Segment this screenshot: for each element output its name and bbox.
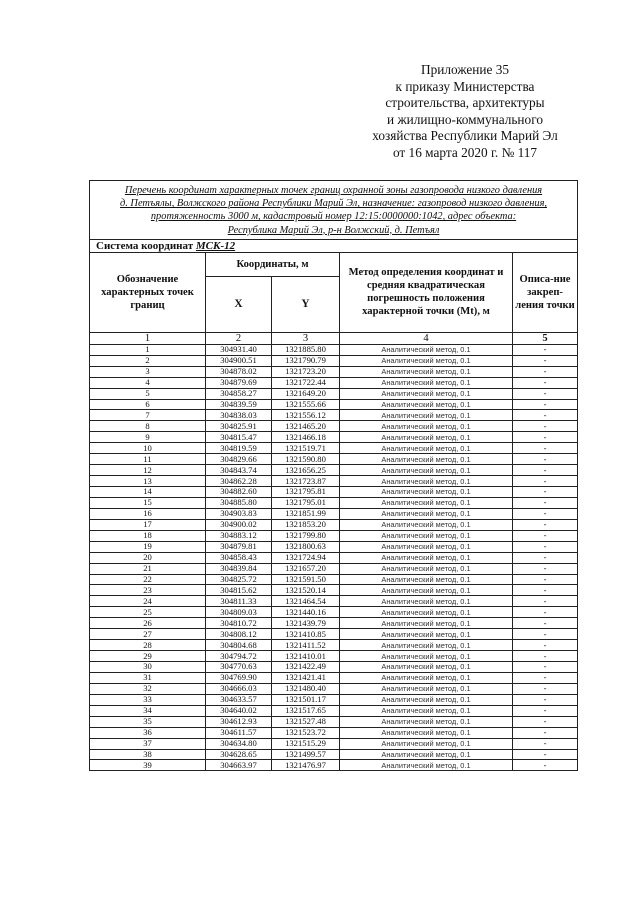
point-number-cell: 27 — [90, 629, 206, 640]
point-number-cell: 13 — [90, 476, 206, 487]
x-coordinate-cell: 304829.66 — [206, 454, 272, 465]
method-cell: Аналитический метод, 0.1 — [340, 476, 513, 487]
method-cell: Аналитический метод, 0.1 — [340, 421, 513, 432]
table-row — [90, 563, 578, 574]
point-number-cell: 5 — [90, 388, 206, 399]
x-coordinate-cell: 304612.93 — [206, 716, 272, 727]
point-number-cell: 35 — [90, 716, 206, 727]
fixing-description-cell: - — [513, 530, 578, 541]
description-line: Республика Марий Эл, р-н Волжский, д. Петъял — [227, 224, 440, 236]
point-number-cell: 20 — [90, 552, 206, 563]
point-number-cell: 10 — [90, 443, 206, 454]
table-row — [90, 640, 578, 651]
fixing-description-cell: - — [513, 662, 578, 673]
x-coordinate-cell: 304839.59 — [206, 399, 272, 410]
y-coordinate-cell: 1321790.79 — [272, 355, 340, 366]
fixing-description-cell: - — [513, 399, 578, 410]
y-coordinate-cell: 1321519.71 — [272, 443, 340, 454]
table-row — [90, 716, 578, 727]
method-cell: Аналитический метод, 0.1 — [340, 618, 513, 629]
x-coordinate-cell: 304815.62 — [206, 585, 272, 596]
table-row — [90, 629, 578, 640]
fixing-description-cell: - — [513, 618, 578, 629]
method-cell: Аналитический метод, 0.1 — [340, 519, 513, 530]
y-coordinate-cell: 1321421.41 — [272, 672, 340, 683]
y-coordinate-cell: 1321523.72 — [272, 727, 340, 738]
x-coordinate-cell: 304634.80 — [206, 738, 272, 749]
table-row — [90, 694, 578, 705]
y-coordinate-cell: 1321422.49 — [272, 662, 340, 673]
y-coordinate-cell: 1321515.29 — [272, 738, 340, 749]
fixing-description-cell: - — [513, 388, 578, 399]
header-coords: Координаты, м — [206, 252, 340, 276]
fixing-description-cell: - — [513, 476, 578, 487]
fixing-description-cell: - — [513, 497, 578, 508]
point-number-cell: 14 — [90, 487, 206, 498]
fixing-description-cell: - — [513, 432, 578, 443]
x-coordinate-cell: 304900.51 — [206, 355, 272, 366]
x-coordinate-cell: 304769.90 — [206, 672, 272, 683]
point-number-cell: 38 — [90, 749, 206, 760]
fixing-description-cell: - — [513, 738, 578, 749]
point-number-cell: 32 — [90, 683, 206, 694]
y-coordinate-cell: 1321410.85 — [272, 629, 340, 640]
method-cell: Аналитический метод, 0.1 — [340, 727, 513, 738]
x-coordinate-cell: 304883.12 — [206, 530, 272, 541]
point-number-cell: 3 — [90, 366, 206, 377]
fixing-description-cell: - — [513, 421, 578, 432]
table-row — [90, 377, 578, 388]
method-cell: Аналитический метод, 0.1 — [340, 432, 513, 443]
x-coordinate-cell: 304666.03 — [206, 683, 272, 694]
y-coordinate-cell: 1321591.50 — [272, 574, 340, 585]
fixing-description-cell: - — [513, 727, 578, 738]
fixing-description-cell: - — [513, 629, 578, 640]
method-cell: Аналитический метод, 0.1 — [340, 454, 513, 465]
method-cell: Аналитический метод, 0.1 — [340, 749, 513, 760]
x-coordinate-cell: 304862.28 — [206, 476, 272, 487]
fixing-description-cell: - — [513, 585, 578, 596]
x-coordinate-cell: 304825.91 — [206, 421, 272, 432]
fixing-description-cell: - — [513, 454, 578, 465]
table-description — [90, 181, 578, 240]
table-row — [90, 552, 578, 563]
method-cell: Аналитический метод, 0.1 — [340, 388, 513, 399]
coordinates-table — [89, 180, 578, 771]
table-row — [90, 519, 578, 530]
method-cell: Аналитический метод, 0.1 — [340, 399, 513, 410]
point-number-cell: 16 — [90, 508, 206, 519]
column-index: 3 — [272, 332, 340, 344]
table-row — [90, 432, 578, 443]
x-coordinate-cell: 304879.69 — [206, 377, 272, 388]
appendix-line: Приложение 35 — [421, 62, 509, 77]
table-row — [90, 443, 578, 454]
fixing-description-cell: - — [513, 760, 578, 771]
point-number-cell: 9 — [90, 432, 206, 443]
method-cell: Аналитический метод, 0.1 — [340, 672, 513, 683]
point-number-cell: 11 — [90, 454, 206, 465]
x-coordinate-cell: 304628.65 — [206, 749, 272, 760]
point-number-cell: 26 — [90, 618, 206, 629]
method-cell: Аналитический метод, 0.1 — [340, 552, 513, 563]
x-coordinate-cell: 304838.03 — [206, 410, 272, 421]
y-coordinate-cell: 1321795.01 — [272, 497, 340, 508]
table-row — [90, 585, 578, 596]
table-row — [90, 454, 578, 465]
method-cell: Аналитический метод, 0.1 — [340, 716, 513, 727]
fixing-description-cell: - — [513, 355, 578, 366]
fixing-description-cell: - — [513, 563, 578, 574]
table-row — [90, 487, 578, 498]
y-coordinate-cell: 1321657.20 — [272, 563, 340, 574]
fixing-description-cell: - — [513, 683, 578, 694]
point-number-cell: 7 — [90, 410, 206, 421]
fixing-description-cell: - — [513, 749, 578, 760]
x-coordinate-cell: 304843.74 — [206, 465, 272, 476]
appendix-header — [330, 62, 600, 162]
column-index-row — [90, 332, 578, 344]
point-number-cell: 19 — [90, 541, 206, 552]
method-cell: Аналитический метод, 0.1 — [340, 585, 513, 596]
coordinate-system — [90, 239, 578, 252]
table-row — [90, 727, 578, 738]
table-row — [90, 399, 578, 410]
y-coordinate-cell: 1321499.57 — [272, 749, 340, 760]
x-coordinate-cell: 304809.03 — [206, 607, 272, 618]
table-row — [90, 607, 578, 618]
table-row — [90, 508, 578, 519]
method-cell: Аналитический метод, 0.1 — [340, 662, 513, 673]
table-row — [90, 497, 578, 508]
x-coordinate-cell: 304882.60 — [206, 487, 272, 498]
table-row — [90, 662, 578, 673]
x-coordinate-cell: 304858.43 — [206, 552, 272, 563]
table-row — [90, 421, 578, 432]
method-cell: Аналитический метод, 0.1 — [340, 629, 513, 640]
method-cell: Аналитический метод, 0.1 — [340, 640, 513, 651]
coordinate-system-name: МСК-12 — [195, 239, 236, 252]
fixing-description-cell: - — [513, 487, 578, 498]
method-cell: Аналитический метод, 0.1 — [340, 443, 513, 454]
description-line: Перечень координат характерных точек границ охранной зоны газопровода низкого давления — [124, 185, 543, 196]
point-number-cell: 1 — [90, 344, 206, 355]
method-cell: Аналитический метод, 0.1 — [340, 530, 513, 541]
method-cell: Аналитический метод, 0.1 — [340, 541, 513, 552]
y-coordinate-cell: 1321590.80 — [272, 454, 340, 465]
fixing-description-cell: - — [513, 377, 578, 388]
table-row — [90, 683, 578, 694]
point-number-cell: 15 — [90, 497, 206, 508]
table-row — [90, 410, 578, 421]
x-coordinate-cell: 304878.02 — [206, 366, 272, 377]
method-cell: Аналитический метод, 0.1 — [340, 705, 513, 716]
y-coordinate-cell: 1321723.20 — [272, 366, 340, 377]
x-coordinate-cell: 304903.83 — [206, 508, 272, 519]
y-coordinate-cell: 1321723.87 — [272, 476, 340, 487]
y-coordinate-cell: 1321466.18 — [272, 432, 340, 443]
point-number-cell: 33 — [90, 694, 206, 705]
y-coordinate-cell: 1321527.48 — [272, 716, 340, 727]
x-coordinate-cell: 304633.57 — [206, 694, 272, 705]
x-coordinate-cell: 304811.33 — [206, 596, 272, 607]
point-number-cell: 18 — [90, 530, 206, 541]
appendix-line: и жилищно-коммунального — [387, 111, 543, 127]
method-cell: Аналитический метод, 0.1 — [340, 607, 513, 618]
column-index: 1 — [90, 332, 206, 344]
x-coordinate-cell: 304810.72 — [206, 618, 272, 629]
method-cell: Аналитический метод, 0.1 — [340, 487, 513, 498]
y-coordinate-cell: 1321851.99 — [272, 508, 340, 519]
column-index: 5 — [513, 332, 578, 344]
x-coordinate-cell: 304885.80 — [206, 497, 272, 508]
point-number-cell: 31 — [90, 672, 206, 683]
method-cell: Аналитический метод, 0.1 — [340, 683, 513, 694]
appendix-line: к приказу Министерства — [395, 78, 535, 94]
point-number-cell: 21 — [90, 563, 206, 574]
fixing-description-cell: - — [513, 465, 578, 476]
x-coordinate-cell: 304663.97 — [206, 760, 272, 771]
fixing-description-cell: - — [513, 410, 578, 421]
table-row — [90, 344, 578, 355]
y-coordinate-cell: 1321649.20 — [272, 388, 340, 399]
table-row — [90, 749, 578, 760]
point-number-cell: 12 — [90, 465, 206, 476]
method-cell: Аналитический метод, 0.1 — [340, 508, 513, 519]
y-coordinate-cell: 1321501.17 — [272, 694, 340, 705]
method-cell: Аналитический метод, 0.1 — [340, 651, 513, 662]
table-row — [90, 618, 578, 629]
y-coordinate-cell: 1321465.20 — [272, 421, 340, 432]
fixing-description-cell: - — [513, 705, 578, 716]
table-row — [90, 530, 578, 541]
y-coordinate-cell: 1321480.40 — [272, 683, 340, 694]
table-row — [90, 366, 578, 377]
point-number-cell: 25 — [90, 607, 206, 618]
method-cell: Аналитический метод, 0.1 — [340, 563, 513, 574]
description-line: протяженность 3000 м, кадастровый номер 12:15:0000000:1042, адрес объекта: — [150, 211, 517, 223]
y-coordinate-cell: 1321410.01 — [272, 651, 340, 662]
x-coordinate-cell: 304794.72 — [206, 651, 272, 662]
x-coordinate-cell: 304770.63 — [206, 662, 272, 673]
y-coordinate-cell: 1321795.81 — [272, 487, 340, 498]
y-coordinate-cell: 1321476.97 — [272, 760, 340, 771]
table-row — [90, 476, 578, 487]
coordinate-system-label: Система координат — [96, 239, 196, 252]
fixing-description-cell: - — [513, 694, 578, 705]
table-row — [90, 651, 578, 662]
fixing-description-cell: - — [513, 541, 578, 552]
header-x: X — [206, 276, 272, 332]
header-point: Обозначение характерных точек границ — [90, 252, 206, 332]
x-coordinate-cell: 304819.59 — [206, 443, 272, 454]
point-number-cell: 30 — [90, 662, 206, 673]
table-row — [90, 388, 578, 399]
table-row — [90, 541, 578, 552]
y-coordinate-cell: 1321464.54 — [272, 596, 340, 607]
point-number-cell: 37 — [90, 738, 206, 749]
point-number-cell: 36 — [90, 727, 206, 738]
header-fixing: Описа-ние закреп-ления точки — [513, 252, 578, 332]
table-row — [90, 705, 578, 716]
fixing-description-cell: - — [513, 344, 578, 355]
x-coordinate-cell: 304804.68 — [206, 640, 272, 651]
y-coordinate-cell: 1321411.52 — [272, 640, 340, 651]
fixing-description-cell: - — [513, 716, 578, 727]
method-cell: Аналитический метод, 0.1 — [340, 574, 513, 585]
fixing-description-cell: - — [513, 596, 578, 607]
table-row — [90, 672, 578, 683]
table-row — [90, 596, 578, 607]
method-cell: Аналитический метод, 0.1 — [340, 377, 513, 388]
y-coordinate-cell: 1321656.25 — [272, 465, 340, 476]
point-number-cell: 28 — [90, 640, 206, 651]
point-number-cell: 6 — [90, 399, 206, 410]
method-cell: Аналитический метод, 0.1 — [340, 497, 513, 508]
fixing-description-cell: - — [513, 508, 578, 519]
x-coordinate-cell: 304808.12 — [206, 629, 272, 640]
y-coordinate-cell: 1321440.16 — [272, 607, 340, 618]
fixing-description-cell: - — [513, 519, 578, 530]
y-coordinate-cell: 1321520.14 — [272, 585, 340, 596]
method-cell: Аналитический метод, 0.1 — [340, 738, 513, 749]
x-coordinate-cell: 304931.40 — [206, 344, 272, 355]
method-cell: Аналитический метод, 0.1 — [340, 596, 513, 607]
method-cell: Аналитический метод, 0.1 — [340, 366, 513, 377]
fixing-description-cell: - — [513, 366, 578, 377]
y-coordinate-cell: 1321853.20 — [272, 519, 340, 530]
fixing-description-cell: - — [513, 640, 578, 651]
y-coordinate-cell: 1321555.66 — [272, 399, 340, 410]
header-method: Метод определения координат и средняя квадратическая погрешность положения характерной точки (Mt), м — [340, 252, 513, 332]
point-number-cell: 22 — [90, 574, 206, 585]
method-cell: Аналитический метод, 0.1 — [340, 355, 513, 366]
header-y: Y — [272, 276, 340, 332]
x-coordinate-cell: 304815.47 — [206, 432, 272, 443]
x-coordinate-cell: 304825.72 — [206, 574, 272, 585]
point-number-cell: 24 — [90, 596, 206, 607]
fixing-description-cell: - — [513, 672, 578, 683]
fixing-description-cell: - — [513, 552, 578, 563]
y-coordinate-cell: 1321724.94 — [272, 552, 340, 563]
description-line: д. Петъялы, Волжского района Республики Марий Эл, назначение: газопровод низкого давления, — [119, 198, 548, 210]
point-number-cell: 34 — [90, 705, 206, 716]
y-coordinate-cell: 1321439.79 — [272, 618, 340, 629]
x-coordinate-cell: 304858.27 — [206, 388, 272, 399]
fixing-description-cell: - — [513, 443, 578, 454]
method-cell: Аналитический метод, 0.1 — [340, 694, 513, 705]
appendix-line: от 16 марта 2020 г. № 117 — [392, 144, 538, 160]
point-number-cell: 29 — [90, 651, 206, 662]
y-coordinate-cell: 1321556.12 — [272, 410, 340, 421]
x-coordinate-cell: 304900.02 — [206, 519, 272, 530]
fixing-description-cell: - — [513, 607, 578, 618]
y-coordinate-cell: 1321799.80 — [272, 530, 340, 541]
appendix-line: строительства, архитектуры — [385, 95, 545, 111]
y-coordinate-cell: 1321722.44 — [272, 377, 340, 388]
table-row — [90, 574, 578, 585]
point-number-cell: 4 — [90, 377, 206, 388]
point-number-cell: 23 — [90, 585, 206, 596]
x-coordinate-cell: 304879.81 — [206, 541, 272, 552]
x-coordinate-cell: 304640.02 — [206, 705, 272, 716]
method-cell: Аналитический метод, 0.1 — [340, 344, 513, 355]
appendix-line: хозяйства Республики Марий Эл — [372, 128, 558, 144]
column-index: 4 — [340, 332, 513, 344]
x-coordinate-cell: 304839.84 — [206, 563, 272, 574]
point-number-cell: 17 — [90, 519, 206, 530]
point-number-cell: 8 — [90, 421, 206, 432]
table-row — [90, 760, 578, 771]
y-coordinate-cell: 1321885.80 — [272, 344, 340, 355]
method-cell: Аналитический метод, 0.1 — [340, 760, 513, 771]
fixing-description-cell: - — [513, 574, 578, 585]
method-cell: Аналитический метод, 0.1 — [340, 465, 513, 476]
method-cell: Аналитический метод, 0.1 — [340, 410, 513, 421]
column-index: 2 — [206, 332, 272, 344]
point-number-cell: 2 — [90, 355, 206, 366]
y-coordinate-cell: 1321800.63 — [272, 541, 340, 552]
table-row — [90, 465, 578, 476]
y-coordinate-cell: 1321517.65 — [272, 705, 340, 716]
table-row — [90, 738, 578, 749]
table-row — [90, 355, 578, 366]
fixing-description-cell: - — [513, 651, 578, 662]
point-number-cell: 39 — [90, 760, 206, 771]
x-coordinate-cell: 304611.57 — [206, 727, 272, 738]
